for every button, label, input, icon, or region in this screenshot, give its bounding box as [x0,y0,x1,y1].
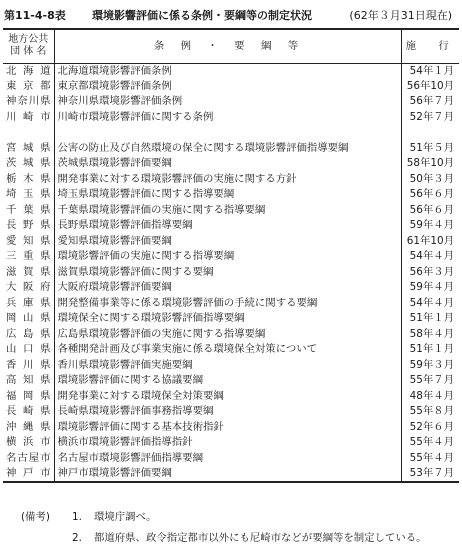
table-row [3,466,459,482]
note-1-number: 1. [72,511,82,523]
table-row [3,311,459,327]
ordinance-cell: 北海道環境影響評価条例 [54,63,401,79]
table-row [3,404,459,420]
entity-cell: 沖縄県 [3,420,54,436]
table-row [3,435,459,451]
notes-label: (備考) [21,511,50,523]
separator-cell [3,125,54,141]
entity-cell: 千葉県 [3,203,54,219]
enforced-date-cell: 52年６月 [409,420,454,433]
enforced-date-cell: 54年４月 [409,296,454,309]
enforced-date-cell: 51年５月 [409,141,454,154]
entity-cell: 横浜市 [3,435,54,451]
enforced-date-cell: 51年１月 [409,343,454,356]
ordinance-cell: 環境影響評価の実施に関する指導要綱 [54,249,401,265]
ordinance-cell: 滋賀県環境影響評価に関する要綱 [54,265,401,281]
enforced-date-cell: 56年３月 [409,265,454,278]
header-enforced: 施 行 [401,29,459,63]
ordinance-table [3,28,459,483]
ordinance-cell: 香川県環境影響評価実施要綱 [54,358,401,374]
enforced-date-cell: 55年７月 [409,374,454,387]
entity-cell: 長崎県 [3,404,54,420]
ordinance-cell: 神奈川県環境影響評価条例 [54,94,401,110]
ordinance-cell: 長崎県環境影響評価事務指導要綱 [54,404,401,420]
note-2-text: 都道府県、政令指定都市以外にも尼崎市などが要綱等を制定している。 [94,532,427,544]
ordinance-cell: 広島県環境影響評価の実施に関する指導要綱 [54,327,401,343]
enforced-date-cell: 56年６月 [409,203,454,216]
table-title: 環境影響評価に係る条例・要綱等の制定状況 [92,9,312,22]
table-row [3,234,459,250]
ordinance-cell: 各種開発計画及び事業実施に係る環境保全対策について [54,342,401,358]
enforced-date-cell: 56年10月 [406,79,454,92]
separator-cell [401,125,459,141]
table-row [3,203,459,219]
table-row [3,249,459,265]
note-2-number: 2. [72,532,82,544]
ordinance-cell: 愛知県環境影響評価要綱 [54,234,401,250]
table-row [3,79,459,95]
ordinance-cell: 東京都環境影響評価条例 [54,79,401,95]
entity-cell: 栃木県 [3,172,54,188]
entity-cell: 岡山県 [3,311,54,327]
enforced-date-cell: 54年１月 [409,64,454,77]
entity-cell: 広島県 [3,327,54,343]
ordinance-cell: 川崎市環境影響評価に関する条例 [54,110,401,126]
table-row [3,141,459,157]
enforced-date-cell: 56年７月 [409,95,454,108]
ordinance-cell: 長野県環境影響評価指導要綱 [54,218,401,234]
entity-cell: 神戸市 [3,466,54,482]
ordinance-cell: 大阪府環境影響評価要綱 [54,280,401,296]
entity-cell: 兵庫県 [3,296,54,312]
table-row [3,265,459,281]
table-row [3,156,459,172]
header-row [3,29,459,63]
enforced-date-cell: 53年７月 [401,466,459,482]
entity-cell: 埼玉県 [3,187,54,203]
ordinance-cell: 千葉県環境影響評価の実施に関する指導要綱 [54,203,401,219]
entity-cell: 愛知県 [3,234,54,250]
table-row [3,358,459,374]
enforced-date-cell: 48年４月 [409,389,454,402]
table-row [3,451,459,467]
entity-cell: 山口県 [3,342,54,358]
note-1-text: 環境庁調べ。 [94,511,157,523]
ordinance-cell: 開発整備事業等に係る環境影響評価の手続に関する要綱 [54,296,401,312]
entity-cell: 香川県 [3,358,54,374]
entity-cell: 名古屋市 [3,451,54,467]
enforced-date-cell: 55年４月 [409,436,454,449]
table-row [3,172,459,188]
enforced-date-cell: 55年８月 [409,405,454,418]
table-row [3,373,459,389]
enforced-date-cell: 54年４月 [409,250,454,263]
ordinance-cell: 開発事業に対する環境保全対策要綱 [54,389,401,405]
ordinance-cell: 茨城県環境影響評価要綱 [54,156,401,172]
table-row [3,94,459,110]
header-ordinance: 条 例 ・ 要 綱 等 [54,29,401,63]
enforced-date-cell: 51年１月 [409,312,454,325]
ordinance-cell: 環境保全に関する環境影響評価指導要綱 [54,311,401,327]
ordinance-cell: 環境影響評価に関する協議要綱 [54,373,401,389]
ordinance-cell: 神戸市環境影響評価要綱 [54,466,401,482]
enforced-date-cell: 61年10月 [406,234,454,247]
table-row [3,296,459,312]
ordinance-cell: 開発事業に対する環境影響評価の実施に関する方針 [54,172,401,188]
group-separator [3,125,459,141]
entity-cell: 滋賀県 [3,265,54,281]
enforced-date-cell: 59年４月 [409,281,454,294]
table-row [3,327,459,343]
separator-cell [54,125,401,141]
table-row [3,187,459,203]
note-2 [72,529,427,544]
entity-cell: 茨城県 [3,156,54,172]
entity-cell: 福岡県 [3,389,54,405]
table-row [3,389,459,405]
enforced-date-cell: 59年４月 [409,219,454,232]
table-number: 第11-4-8表 [4,9,66,22]
as-of-date: (62年３月31日現在) [349,9,452,22]
entity-cell: 神奈川県 [3,94,54,110]
entity-cell: 長野県 [3,218,54,234]
enforced-date-cell: 55年４月 [409,451,454,464]
table-title-line [4,5,458,23]
enforced-date-cell: 50年３月 [409,172,454,185]
ordinance-cell: 公害の防止及び自然環境の保全に関する環境影響評価指導要綱 [54,141,401,157]
ordinance-cell: 環境影響評価に関する基本技術指針 [54,420,401,436]
table-row [3,218,459,234]
ordinance-cell: 名古屋市環境影響評価指導要綱 [54,451,401,467]
entity-cell: 三重県 [3,249,54,265]
header-entity: 地方公共 団 体 名 [3,29,54,63]
entity-cell: 東京都 [3,79,54,95]
entity-cell: 大阪府 [3,280,54,296]
entity-cell: 宮城県 [3,141,54,157]
entity-cell: 北海道 [3,63,54,79]
table-row [3,420,459,436]
enforced-date-cell: 56年６月 [409,188,454,201]
entity-cell: 川崎市 [3,110,54,126]
enforced-date-cell: 59年３月 [409,358,454,371]
note-1 [72,508,156,523]
table-row [3,280,459,296]
ordinance-cell: 埼玉県環境影響評価に関する指導要綱 [54,187,401,203]
table-row [3,342,459,358]
ordinance-cell: 横浜市環境影響評価指導指針 [54,435,401,451]
entity-cell: 高知県 [3,373,54,389]
enforced-date-cell: 52年７月 [409,110,454,123]
table-row [3,110,459,126]
enforced-date-cell: 58年４月 [409,327,454,340]
enforced-date-cell: 58年10月 [406,157,454,170]
table-row [3,63,459,79]
